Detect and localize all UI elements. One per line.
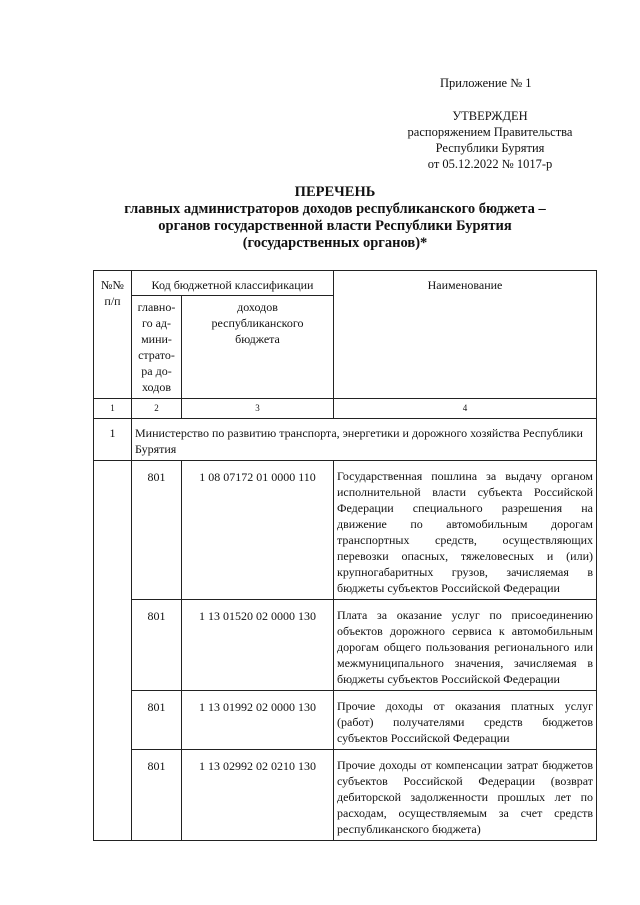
- approval-line: УТВЕРЖДЕН: [452, 109, 528, 123]
- approval-line: распоряжением Правительства: [407, 125, 573, 139]
- table-header-row: [94, 271, 597, 296]
- column-number: 4: [334, 399, 597, 419]
- revenue-name: Плата за оказание услуг по присоединению объектов дорожного сервиса к автомобильным дорогам общего пользования регионального или межмуниципального значения, зачисляемая в бюджеты субъектов Российской Федерации: [334, 600, 597, 691]
- revenue-code: 1 13 01992 02 0000 130: [182, 691, 334, 750]
- document-title: [80, 184, 590, 252]
- admin-code: 801: [132, 461, 182, 600]
- revenue-name: Прочие доходы от оказания платных услуг (работ) получателями средств бюджетов субъектов Российской Федерации: [334, 691, 597, 750]
- revenue-code: 1 08 07172 01 0000 110: [182, 461, 334, 600]
- organization-row: [94, 419, 597, 461]
- column-number: 2: [132, 399, 182, 419]
- table-row: [94, 600, 597, 691]
- revenue-name: Государственная пошлина за выдачу органом исполнительной власти субъекта Российской Федерации специального разрешения на движение по автомобильным дорогам транспортных средств, осуществляющих перевозки опасных, тяжеловесных и (или) крупногабаритных грузов, зачисляемая в бюджеты субъектов Российской Федерации: [334, 461, 597, 600]
- header-admin-code: главно-го ад-мини-страто-ра до-ходов: [132, 296, 182, 399]
- admin-code: 801: [132, 691, 182, 750]
- title-line: ПЕРЕЧЕНЬ: [294, 184, 376, 200]
- revenue-code: 1 13 02992 02 0210 130: [182, 750, 334, 841]
- revenue-administrators-table: [93, 270, 597, 841]
- table-row: [94, 750, 597, 841]
- approval-line: от 05.12.2022 № 1017-р: [427, 157, 553, 171]
- org-name: Министерство по развитию транспорта, энергетики и дорожного хозяйства Республики Бурятия: [132, 419, 597, 461]
- header-name: Наименование: [334, 271, 597, 399]
- header-num: №№ п/п: [94, 271, 132, 399]
- title-line: (государственных органов)*: [242, 235, 428, 251]
- column-number: 1: [94, 399, 132, 419]
- revenue-name: Прочие доходы от компенсации затрат бюджетов субъектов Российской Федерации (возврат дебиторской задолженности прошлых лет по расходам, осуществляемым за счет средств республиканского бюджета): [334, 750, 597, 841]
- approval-line: Республики Бурятия: [435, 141, 545, 155]
- table-row: [94, 691, 597, 750]
- org-num: 1: [94, 419, 132, 461]
- column-number: 3: [182, 399, 334, 419]
- header-revenue-code: доходов республиканского бюджета: [182, 296, 334, 399]
- table-row: [94, 461, 597, 600]
- header-code-group: Код бюджетной классификации: [132, 271, 334, 296]
- admin-code: 801: [132, 600, 182, 691]
- admin-code: 801: [132, 750, 182, 841]
- revenue-code: 1 13 01520 02 0000 130: [182, 600, 334, 691]
- column-numbers-row: [94, 399, 597, 419]
- title-line: главных администраторов доходов республиканского бюджета –: [124, 201, 546, 217]
- title-line: органов государственной власти Республики Бурятия: [158, 218, 512, 234]
- appendix-label: Приложение № 1: [440, 76, 532, 90]
- approval-block: [400, 108, 580, 172]
- empty-num-cell: [94, 461, 132, 841]
